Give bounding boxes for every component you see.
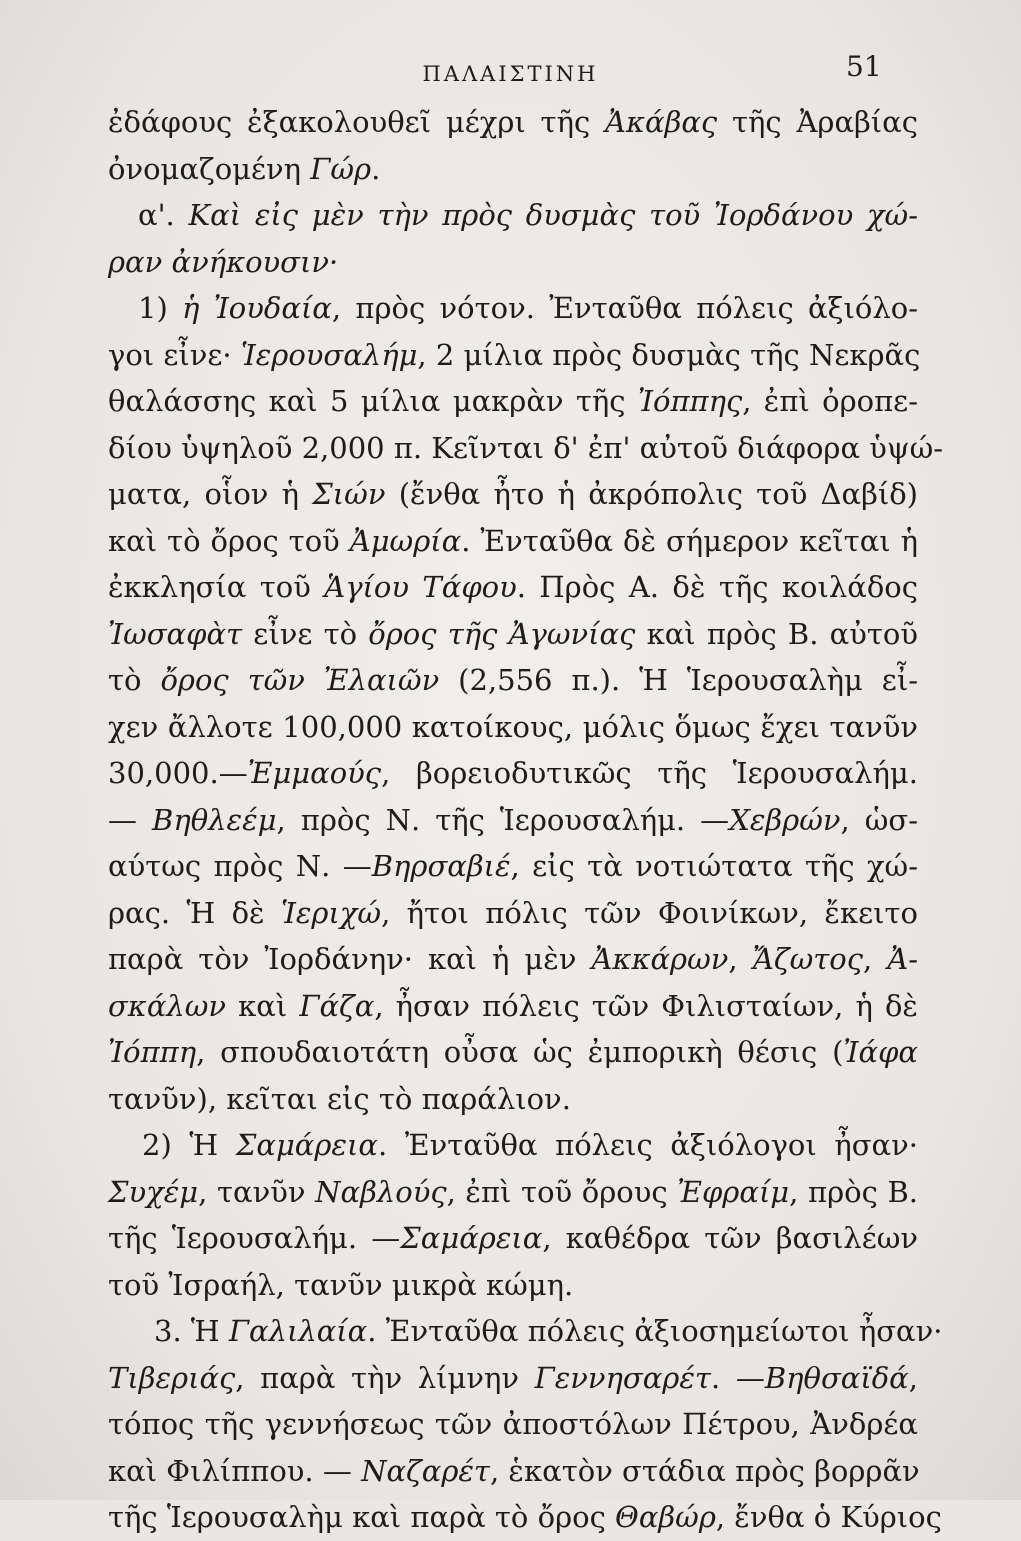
text-line bbox=[108, 1262, 918, 1309]
text-line bbox=[108, 1076, 918, 1123]
text-run: τῆς Ἱερουσαλήμ. — bbox=[108, 1221, 401, 1255]
text-run: . Ἐνταῦθα πόλεις ἀξιόλογοι ἦσαν· bbox=[377, 1128, 918, 1162]
italic-term: Ἀκκάρων bbox=[591, 942, 729, 976]
italic-term: Ἐμμαούς bbox=[247, 756, 382, 790]
italic-term: Σιών bbox=[312, 477, 386, 511]
text-line bbox=[108, 1029, 918, 1076]
text-run: (ἔνθα ἦτο ἡ ἀκρόπολις τοῦ Δαβίδ) bbox=[385, 477, 918, 511]
text-line bbox=[108, 192, 918, 239]
text-run: εἶνε τὸ bbox=[242, 616, 369, 651]
text-run: . Πρὸς Α. δὲ τῆς κοιλάδος bbox=[516, 570, 918, 604]
text-line bbox=[108, 1494, 942, 1541]
text-line bbox=[108, 378, 918, 425]
text-run: τῆς Ἀραβίας bbox=[717, 105, 918, 139]
text-line bbox=[108, 797, 918, 844]
italic-term: Βηρσαβιέ bbox=[371, 849, 511, 883]
text-run: , ἑκατὸν στάδια πρὸς βορρᾶν bbox=[489, 1453, 920, 1488]
text-run: , ἐπὶ ὀροπε- bbox=[742, 384, 918, 418]
body-text bbox=[108, 99, 944, 1541]
text-line bbox=[108, 611, 918, 658]
text-line bbox=[108, 146, 918, 193]
text-run: , πρὸς Ν. τῆς Ἱερουσαλήμ. — bbox=[276, 802, 730, 837]
italic-term: Γώρ bbox=[310, 151, 372, 186]
italic-term: Ἱεριχώ bbox=[281, 895, 382, 930]
italic-term: Καὶ εἰς μὲν τὴν πρὸς δυσμὰς τοῦ Ἰορδάνου χώ- bbox=[188, 198, 918, 232]
text-line bbox=[108, 1308, 943, 1355]
text-run: παρὰ τὸν Ἰορδάνην· καὶ ἡ μὲν bbox=[108, 942, 592, 976]
text-run: τὸ bbox=[108, 663, 161, 697]
text-run: γοι εἶνε· bbox=[108, 337, 241, 372]
text-run: τόπος τῆς γεννήσεως τῶν ἀποστόλων Πέτρου, Ἀνδρέα bbox=[108, 1407, 918, 1441]
italic-term: Ναβλούς bbox=[315, 1174, 447, 1209]
italic-term: σκάλων bbox=[108, 988, 227, 1023]
text-run: , πρὸς Β. bbox=[789, 1174, 918, 1209]
text-run: . Ἐνταῦθα δὲ σήμερον κεῖται ἡ bbox=[461, 523, 918, 558]
italic-term: Τιβεριάς bbox=[108, 1360, 236, 1395]
text-line bbox=[108, 890, 918, 937]
text-line bbox=[108, 471, 918, 518]
text-line bbox=[108, 1401, 918, 1448]
text-run: , ἤτοι πόλις τῶν Φοινίκων, ἔκειτο bbox=[381, 895, 919, 930]
text-run: καὶ Φιλίππου. — bbox=[108, 1453, 362, 1488]
text-run: 2) Ἡ bbox=[142, 1128, 236, 1162]
text-run: , ἔνθα ὁ Κύριος bbox=[715, 1500, 942, 1534]
italic-term: Ναζαρέτ bbox=[361, 1453, 490, 1488]
text-line bbox=[108, 843, 918, 890]
text-line bbox=[108, 564, 918, 611]
text-run: (2,556 π.). Ἡ Ἱερουσαλὴμ εἶ- bbox=[439, 663, 918, 697]
italic-term: Ἰάφα bbox=[843, 1035, 918, 1069]
text-line bbox=[108, 1169, 918, 1216]
text-run: , εἰς τὰ νοτιώτατα τῆς χώ- bbox=[510, 849, 919, 883]
italic-term: Βηθσαϊδά bbox=[764, 1360, 909, 1395]
text-run: . Ἐνταῦθα πόλεις ἀξιοσημείωτοι ἦσαν· bbox=[367, 1314, 943, 1348]
text-run: ματα, οἷον ἡ bbox=[108, 477, 313, 511]
text-run: , ἐπὶ τοῦ ὄρους bbox=[446, 1174, 678, 1209]
text-line bbox=[108, 1215, 918, 1262]
italic-term: Ἰόππη bbox=[108, 1035, 197, 1069]
text-run: τῆς Ἱερουσαλὴμ καὶ παρὰ τὸ ὄρος bbox=[108, 1500, 616, 1534]
text-run: θαλάσσης καὶ 5 μίλια μακρὰν τῆς bbox=[108, 384, 638, 418]
page-number: 51 bbox=[846, 50, 882, 83]
italic-term: Γάζα bbox=[299, 988, 375, 1023]
italic-term: ὄρος τῶν Ἐλαιῶν bbox=[160, 663, 440, 697]
text-run: , τανῦν bbox=[198, 1174, 316, 1209]
italic-term: Ἀ- bbox=[887, 942, 918, 976]
text-line bbox=[108, 99, 918, 146]
text-line bbox=[108, 1448, 918, 1495]
italic-term: Ἄζωτος bbox=[752, 942, 864, 976]
text-run: καὶ τὸ ὄρος τοῦ bbox=[108, 523, 350, 558]
text-run: καὶ πρὸς Β. αὐτοῦ bbox=[635, 616, 918, 651]
italic-term: Σαμάρεια bbox=[400, 1221, 543, 1255]
text-line bbox=[108, 425, 944, 472]
text-line bbox=[108, 704, 918, 751]
text-run: , παρὰ τὴν λίμνην bbox=[235, 1360, 535, 1395]
text-line bbox=[108, 239, 918, 286]
italic-term: Βηθλεέμ bbox=[152, 802, 277, 837]
italic-term: Ἐφραίμ bbox=[677, 1174, 790, 1209]
italic-term: Σαμάρεια bbox=[235, 1128, 378, 1162]
text-line bbox=[108, 1122, 918, 1169]
text-line bbox=[108, 332, 921, 379]
text-run: ὀνομαζομένη bbox=[108, 151, 311, 186]
text-run: , καθέδρα τῶν βασιλέων bbox=[542, 1221, 918, 1255]
text-run: χεν ἄλλοτε 100,000 κατοίκους, μόλις ὅμως ἔχει τανῦν bbox=[108, 709, 918, 744]
text-run: , bbox=[908, 1360, 918, 1395]
italic-term: Συχέμ bbox=[108, 1174, 199, 1209]
italic-term: Θαβώρ bbox=[615, 1500, 716, 1534]
text-run: , βορειοδυτικῶς τῆς Ἱερουσαλήμ. bbox=[381, 756, 918, 790]
text-run: , bbox=[728, 942, 753, 976]
text-run: 1) bbox=[138, 291, 183, 325]
italic-term: Ἰόππης bbox=[637, 384, 743, 418]
text-run: αύτως πρὸς Ν. — bbox=[108, 849, 372, 883]
italic-term: ἡ Ἰουδαία bbox=[182, 291, 332, 325]
text-line bbox=[108, 657, 918, 704]
text-run: ἐκκλησία τοῦ bbox=[108, 570, 325, 604]
text-line bbox=[108, 518, 918, 565]
italic-term: ὄρος τῆς Ἀγωνίας bbox=[368, 616, 636, 651]
text-run: , σπουδαιοτάτη οὖσα ὡς ἐμπορικὴ θέσις ( bbox=[196, 1035, 844, 1069]
running-header-title: ΠΑΛΑΙΣΤΙΝΗ bbox=[422, 62, 599, 86]
text-run: 30,000.— bbox=[108, 756, 248, 790]
text-run: — bbox=[108, 802, 153, 837]
text-run: δίου ὑψηλοῦ 2,000 π. Κεῖνται δ' ἐπ' αὐτοῦ διάφορα ὑψώ- bbox=[108, 430, 944, 465]
text-line bbox=[108, 1355, 918, 1402]
text-run: , ὡσ- bbox=[840, 802, 918, 837]
text-run: , πρὸς νότον. Ἐνταῦθα πόλεις ἀξιόλο- bbox=[331, 291, 918, 325]
text-line bbox=[108, 285, 918, 332]
text-run: καὶ bbox=[226, 988, 300, 1023]
text-line bbox=[108, 983, 918, 1030]
italic-term: Ἀκάβας bbox=[605, 105, 718, 139]
italic-term: Ἱερουσαλήμ bbox=[240, 337, 418, 372]
italic-term: Γεννησαρέτ bbox=[534, 1360, 711, 1395]
italic-term: Ἀμωρία bbox=[349, 523, 462, 558]
text-run: ρας. Ἡ δὲ bbox=[108, 895, 281, 930]
text-line bbox=[108, 750, 918, 797]
text-run: . bbox=[371, 151, 381, 186]
text-run: τανῦν), κεῖται εἰς τὸ παράλιον. bbox=[108, 1081, 571, 1116]
text-run: 3. Ἡ bbox=[154, 1314, 229, 1348]
italic-term: Γαλιλαία bbox=[228, 1314, 368, 1348]
text-run: , ἦσαν πόλεις τῶν Φιλισταίων, ἡ δὲ bbox=[374, 988, 918, 1023]
text-run: . — bbox=[710, 1360, 765, 1395]
text-run: ἐδάφους ἐξακολουθεῖ μέχρι τῆς bbox=[108, 105, 606, 139]
text-run: , 2 μίλια πρὸς δυσμὰς τῆς Νεκρᾶς bbox=[417, 337, 921, 372]
text-run: , bbox=[863, 942, 888, 976]
italic-term: Ἰωσαφὰτ bbox=[108, 616, 243, 651]
italic-term: Ἁγίου Τάφου bbox=[324, 570, 517, 604]
italic-term: Χεβρών bbox=[729, 802, 841, 837]
text-line bbox=[108, 936, 918, 983]
text-run: α'. bbox=[138, 198, 189, 232]
text-run: τοῦ Ἰσραήλ, τανῦν μικρὰ κώμη. bbox=[108, 1267, 574, 1302]
italic-term: ραν ἀνήκουσιν· bbox=[108, 244, 339, 279]
